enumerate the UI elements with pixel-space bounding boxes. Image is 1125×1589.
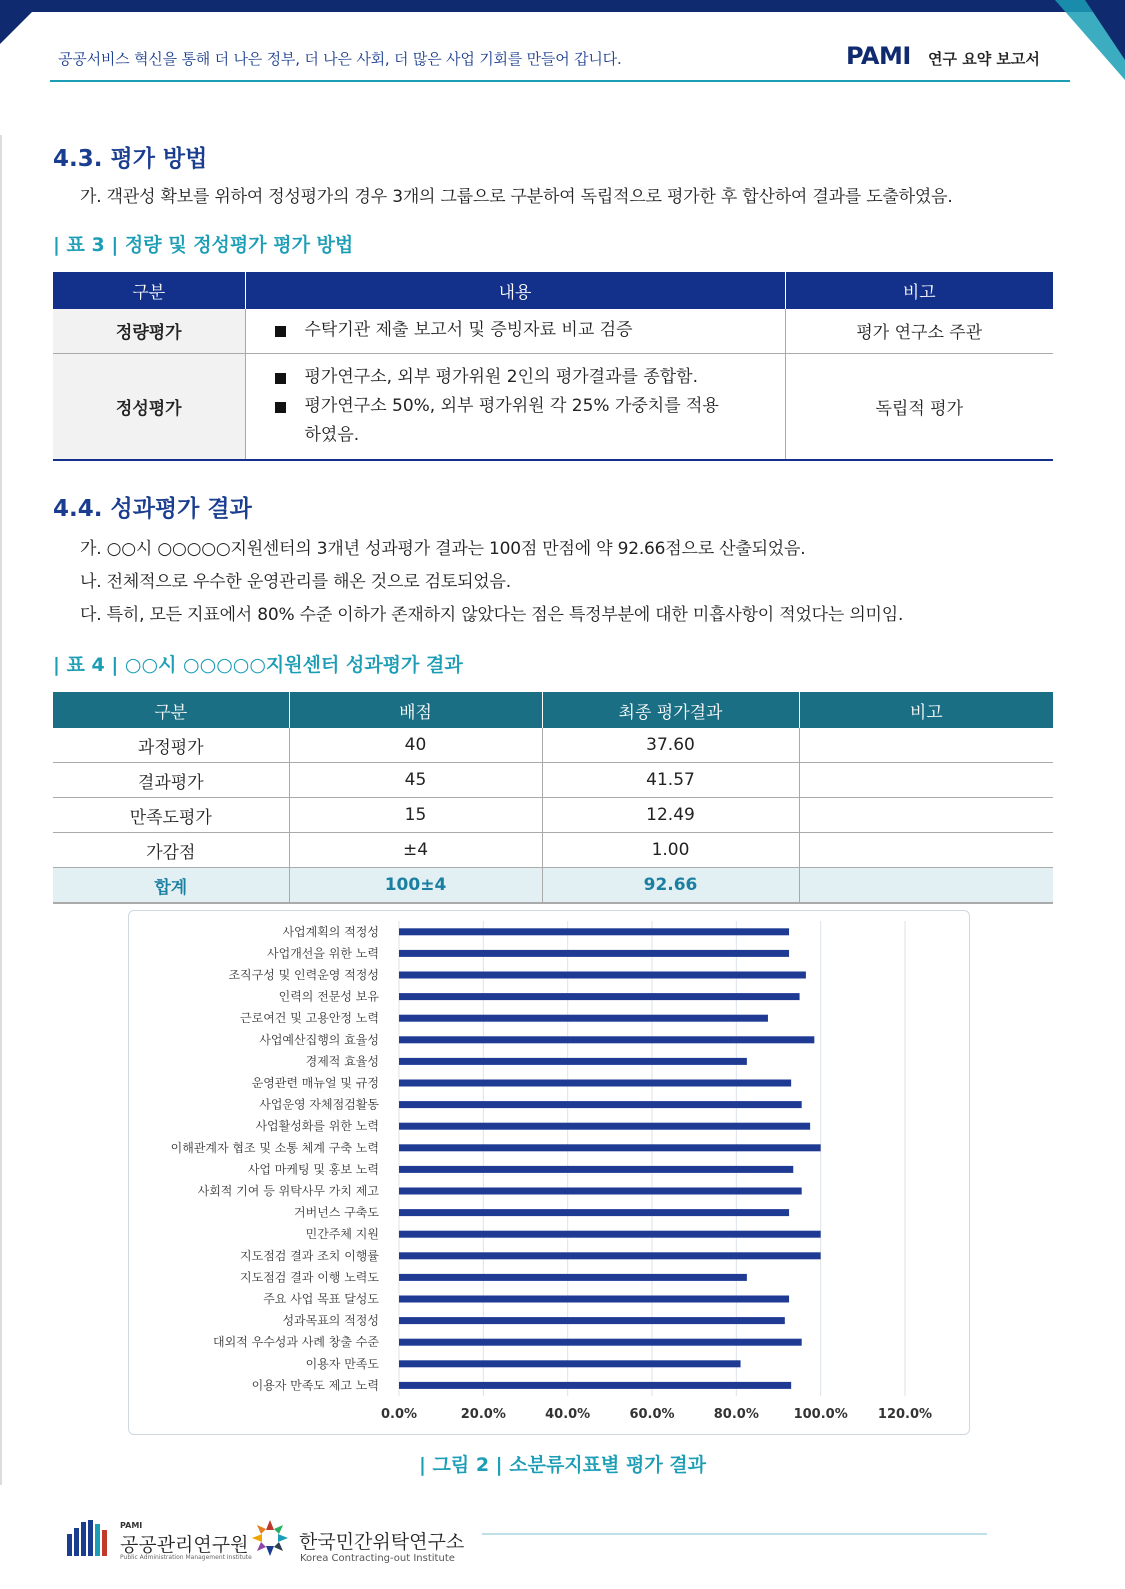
table3-row1-remark: 평가 연구소 주관 [785,309,1053,353]
category-label: 사업활성화를 위한 노력 [255,1119,379,1134]
category-label: 조직구성 및 인력운영 적정성 [228,968,379,982]
category-label: 성과목표의 적정성 [282,1313,379,1328]
figure-caption: | 그림 2 | 소분류지표별 평가 결과 [418,1454,707,1476]
category-label: 지도점검 결과 조치 이행률 [240,1248,379,1263]
category-label: 근로여건 및 고용안정 노력 [240,1011,379,1026]
table3-row2-item2: 평가연구소 50%, 외부 평가위원 각 25% 가중치를 적용하였음. [275,392,734,450]
bar [399,1317,785,1324]
table-row [53,833,1053,868]
category-label: 운영관련 매뉴얼 및 규정 [251,1076,379,1090]
bar [399,1188,802,1195]
footer-logo1-name: 공공관리연구원 [120,1534,249,1556]
header-divider [50,80,1070,82]
table4-cell-result: 41.57 [542,763,799,798]
table3-header-remark: 비고 [785,272,1053,309]
top-band [0,0,1125,12]
bar [399,1101,802,1108]
table4-cell-category: 과정평가 [53,728,289,763]
category-label: 주요 사업 목표 달성도 [263,1292,379,1306]
table4-header-row [53,692,1053,728]
footer-logo2-en: Korea Contracting-out Institute [300,1553,455,1564]
table3-row2-content [245,353,785,460]
table4-total-category: 합계 [53,868,289,904]
bar [399,1166,793,1173]
x-tick-label: 40.0% [545,1407,591,1423]
bar [399,1209,789,1216]
table4-caption: | 표 4 | ○○시 ○○○○○지원센터 성과평가 결과 [53,654,463,676]
pami-logo-icon [67,1520,111,1556]
x-tick-label: 0.0% [380,1407,418,1423]
x-tick-label: 100.0% [793,1407,848,1423]
table4-header-score: 배점 [289,692,542,728]
bar [399,1231,821,1238]
bar [399,1252,821,1259]
table4-cell-category: 가감점 [53,833,289,868]
bar [399,1339,802,1346]
category-label: 이해관계자 협조 및 소통 체계 구축 노력 [170,1140,379,1155]
table4-total-remark [799,868,1053,904]
header-report-label: 연구 요약 보고서 [928,50,1040,68]
category-label: 민간주체 지원 [305,1227,379,1242]
table4-total-result: 92.66 [542,868,799,904]
table4-total-row [53,868,1053,904]
section-4-4-paragraph-2: 나. 전체적으로 우수한 운영관리를 해온 것으로 검토되었음. [80,572,511,592]
table-row [53,309,1053,353]
bar [399,1036,814,1043]
category-label: 사업계획의 적정성 [282,924,379,939]
table4-cell-result: 37.60 [542,728,799,763]
table3-row2-category: 정성평가 [53,353,245,460]
category-label: 이용자 만족도 제고 노력 [251,1378,379,1393]
category-label: 이용자 만족도 [305,1356,379,1371]
footer-logo1-en: Public Administration Management Institute [120,1554,252,1561]
table-row [53,763,1053,798]
table-row [53,728,1053,763]
table4-cell-remark [799,798,1053,833]
header-brand: PAMI [846,42,911,70]
table3-header-category: 구분 [53,272,245,309]
top-left-corner-decoration [0,0,44,44]
bar [399,1123,810,1130]
x-tick-label: 20.0% [460,1407,506,1423]
table3-caption: | 표 3 | 정량 및 정성평가 평가 방법 [53,234,354,256]
table4-total-score: 100±4 [289,868,542,904]
table4-cell-score: 15 [289,798,542,833]
section-4-4-title: 4.4. 성과평가 결과 [53,496,252,522]
table4-header-remark: 비고 [799,692,1053,728]
footer-divider [482,1533,987,1535]
table4-cell-result: 12.49 [542,798,799,833]
top-right-corner-decoration-dark [1085,0,1125,60]
section-4-3-title: 4.3. 평가 방법 [53,146,208,172]
bar [399,950,789,957]
table3-row1-category: 정량평가 [53,309,245,353]
category-label: 사회적 기여 등 위탁사무 가치 제고 [197,1184,379,1198]
header-slogan: 공공서비스 혁신을 통해 더 나은 정부, 더 나은 사회, 더 많은 사업 기회를 만들어 갑니다. [58,50,622,68]
bar [399,1296,789,1303]
section-4-4-paragraph-3: 다. 특히, 모든 지표에서 80% 수준 이하가 존재하지 않았다는 점은 특정부분에 대한 미흡사항이 적었다는 의미임. [80,605,904,625]
category-label: 대외적 우수성과 사례 창출 수준 [213,1335,379,1350]
bar [399,993,800,1000]
bar [399,1058,747,1065]
x-tick-label: 60.0% [629,1407,675,1423]
category-label: 인력의 전문성 보유 [278,989,379,1004]
category-label: 사업예산집행의 효율성 [259,1032,379,1047]
bar-chart [129,911,969,1434]
category-label: 사업 마케팅 및 홍보 노력 [247,1162,379,1177]
table3-row1-item1: 수탁기관 제출 보고서 및 증빙자료 비교 검증 [275,316,784,345]
footer-logo1-small: PAMI [120,1521,143,1530]
section-4-4-paragraph-1: 가. ○○시 ○○○○○지원센터의 3개년 성과평가 결과는 100점 만점에 약 92.66점으로 산출되었음. [80,539,806,559]
table3-row2-remark: 독립적 평가 [785,353,1053,460]
table-row [53,798,1053,833]
kci-logo-icon [250,1518,290,1558]
bar [399,1274,747,1281]
table-row [53,353,1053,460]
category-label: 사업운영 자체점검활동 [259,1097,379,1112]
bar [399,1144,821,1151]
section-4-3-paragraph: 가. 객관성 확보를 위하여 정성평가의 경우 3개의 그룹으로 구분하여 독립적으로 평가한 후 합산하여 결과를 도출하였음. [80,187,953,207]
bar [399,928,789,935]
table4-cell-score: 45 [289,763,542,798]
category-label: 지도점검 결과 이행 노력도 [240,1270,379,1285]
category-label: 경제적 효율성 [305,1054,379,1069]
table4-cell-category: 만족도평가 [53,798,289,833]
table4-cell-category: 결과평가 [53,763,289,798]
table4-header-result: 최종 평가결과 [542,692,799,728]
left-margin-line [0,135,2,1485]
table3 [53,272,1053,461]
bar [399,1360,741,1367]
table3-row2-item1: 평가연구소, 외부 평가위원 2인의 평가결과를 종합함. [275,363,734,392]
bar [399,1382,791,1389]
x-tick-label: 120.0% [877,1407,933,1423]
table4-header-category: 구분 [53,692,289,728]
table3-row1-content [245,309,785,353]
table4 [53,692,1053,904]
bar [399,1080,791,1087]
chart-container [128,910,970,1435]
category-label: 사업개선을 위한 노력 [267,946,379,961]
table4-cell-remark [799,728,1053,763]
x-tick-label: 80.0% [713,1407,759,1423]
table4-cell-remark [799,763,1053,798]
table4-cell-score: 40 [289,728,542,763]
table4-cell-result: 1.00 [542,833,799,868]
category-label: 거버넌스 구축도 [294,1205,379,1220]
table4-cell-score: ±4 [289,833,542,868]
table3-header-content: 내용 [245,272,785,309]
bar [399,1015,768,1022]
table3-header-row [53,272,1053,309]
table4-cell-remark [799,833,1053,868]
bar [399,972,806,979]
footer-logo2-name: 한국민간위탁연구소 [299,1531,465,1553]
